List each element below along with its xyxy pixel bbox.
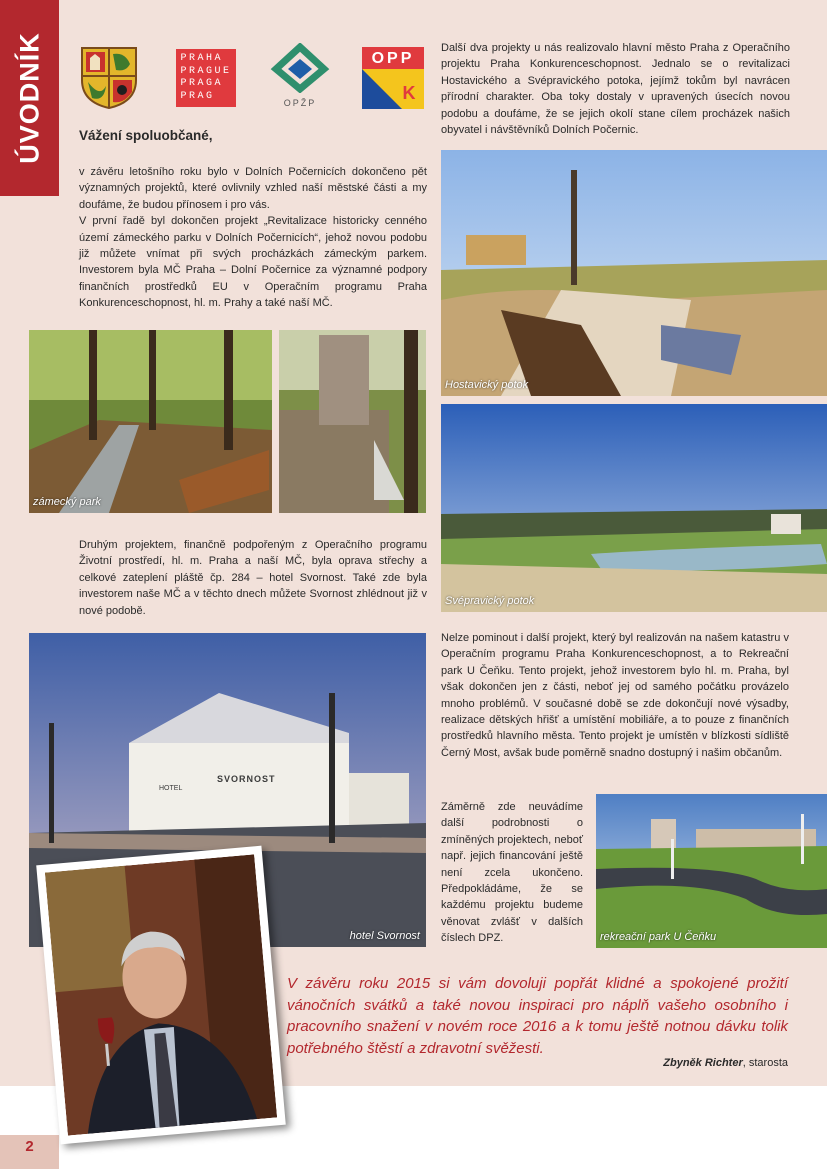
praha-line: PRAHA: [180, 53, 223, 64]
cenek-text: Nelze pominout i další projekt, který byl realizován na našem katastru v Operačním programu Praha Konkurenceschopnost, a to Rekreační park U Čeňku. Tento projekt, jehož investorem bylo hl. m. Praha, byl však dokončen jen z části, neboť jej od samého počátku provázelo mnoho problémů. V současné době se zde dokončují nové výsadby, realizace dětských hřišť a umístění mobiliáře, a to pouze z finančních prostředků hlavního města. Tento projekt je umístěn v blízkosti sídliště Černý Most, avšak bude poměrně snadno dostupný i našim občanům.: [441, 632, 789, 759]
greeting: Vážení spoluobčané,: [79, 128, 213, 143]
praha-line: PRAG: [180, 90, 215, 102]
opzp-label: OPŽP: [283, 98, 317, 108]
caption-castle-park: zámecký park: [33, 496, 101, 508]
praha-line: PRAGA: [180, 78, 223, 89]
photo-mayor-frame: [36, 846, 286, 1145]
hotel-label: HOTEL: [159, 785, 183, 792]
intro-text: [79, 164, 427, 312]
photo-cenek-park: [596, 794, 827, 948]
praha-line: PRAGUE: [180, 65, 232, 77]
photo-castle-park: [29, 330, 272, 513]
section-tab-label: ÚVODNÍK: [14, 32, 44, 164]
hotel-sign: SVORNOST: [217, 774, 276, 784]
creeks-text: Další dva projekty u nás realizovalo hlavní město Praha z Operačního projektu Praha Konkurenceschopnost. Jednalo se o revitalizaci Hostavického a Svépravického potoka, jejímž tokům byl navrácen přírodní charakter. Oba toky dostaly v upravených úsecích novou podobu a doufáme, že se jejich okolí stane cílem procházek našich obyvatel i návštěvníků Dolních Počernic.: [441, 42, 790, 137]
page-number: 2: [25, 1138, 34, 1155]
intro-paragraph: V první řadě byl dokončen projekt „Revitalizace historicky cenného území zámeckého parku v Dolních Počernicích“, jehož novou podobu již můžete vnímat při svých procházkách zámeckým parkem. Investorem byla MČ Praha – Dolní Počernice za významné podpory finančních prostředků EU v Operačním programu Praha Konkurenceschopnost, hl. m. Prahy a také naší MČ.: [79, 215, 427, 310]
caption-hotel: hotel Svornost: [349, 930, 420, 942]
opp-bottom-text: K: [402, 83, 416, 103]
caption-svepravicky: Svépravický potok: [445, 595, 535, 607]
photo-svepravicky-creek: [441, 404, 827, 612]
svornost-text: Druhým projektem, finančně podpořeným z Operačního programu Životní prostředí, hl. m. Praha a naší MČ, byla oprava střechy a celkové zateplení pláště čp. 284 – hotel Svornost. Také zde byla investorem naše MČ a v těchto dnech můžete Svornost zhlédnout již v nové podobě.: [79, 539, 427, 617]
opzp-icon: [270, 43, 330, 93]
opp-logo: [362, 47, 424, 109]
photo-hostavicky-creek: [441, 150, 827, 396]
praha-logo: [175, 46, 237, 110]
caption-cenek: rekreační park U Čeňku: [600, 931, 717, 943]
intro-paragraph: v závěru letošního roku bylo v Dolních Počernicích dokončeno pět významných projektů, které ovlivnily vzhled naší městské části a my doufáme, že budou přínosem i pro vás.: [79, 166, 427, 211]
coat-of-arms-icon: [80, 46, 138, 110]
closing-wishes: V závěru roku 2015 si vám dovoluji popřát klidné a spokojené prožití vánočních svátků a také novou inspiraci pro náplň vašeho osobního i pracovního snažení v novém roce 2016 a k tomu ještě notnou dávku tolik potřebného štěstí a zdravotní svěžesti.: [287, 975, 788, 1057]
photo-park-monument: [279, 330, 426, 513]
opp-top-text: OPP: [371, 50, 415, 67]
signature: Zbyněk Richter, starosta: [663, 1057, 788, 1069]
coat-of-arms-logo: [80, 46, 138, 110]
opzp-logo: [270, 43, 330, 113]
details-text: Záměrně zde neuvádíme další podrobnosti o zmíněných projektech, neboť např. jejich financování ještě není zcela ukončeno. Předpokládáme, že se každému projektu budeme věnovat zvlášť v dalších číslech DPZ.: [441, 801, 583, 945]
photo-mayor: [45, 854, 277, 1135]
caption-hostavicky: Hostavický potok: [445, 379, 529, 391]
section-tab: [0, 0, 59, 196]
